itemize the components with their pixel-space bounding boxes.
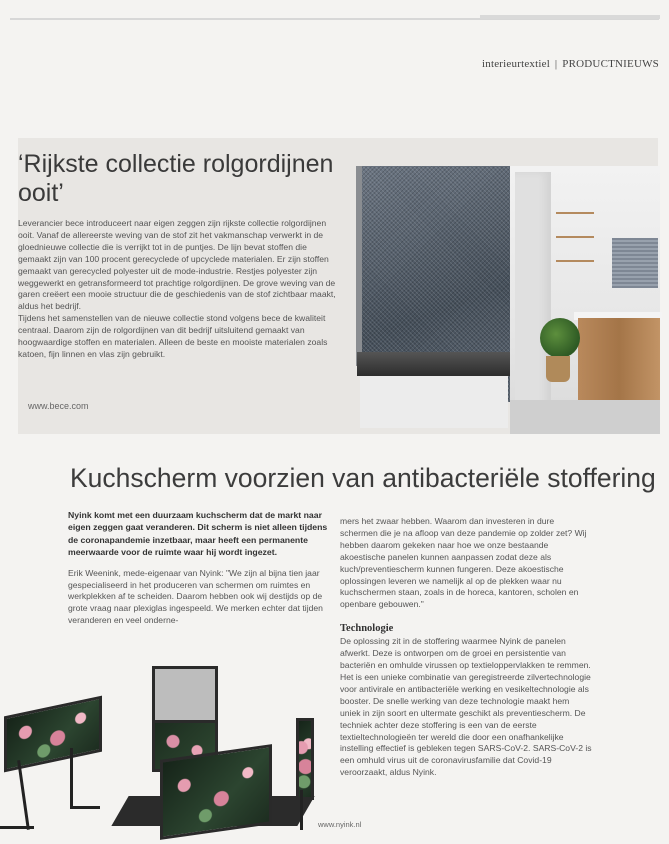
desk-screen-center	[160, 744, 272, 840]
article2-column-2	[340, 516, 592, 779]
blind-bottom-bar	[357, 352, 510, 376]
article2-title: Kuchscherm voorzien van antibacteriële stoffering	[70, 463, 656, 493]
technology-text: De oplossing zit in de stoffering waarmee Nyink de panelen afwerkt. Deze is ontworpen om de groei en persistentie van bacteriën en omhulde virussen op textieloppervlakken te remmen. Het is een unieke combinatie van geregistreerde zilvertechnologie voor antivirale en antibacteriële werking en vesikeltechnologie als booster. De snelle werking van deze technologie maakt hem uniek in zijn soort en ultermate geschikt als preventiescherm. De techniek achter deze stoffering is een van de eerste textieltechnologieën ter wereld die door een onafhankelijke instelling effectief is gebleken tegen SARS-CoV-2. SARS-CoV-2 is een omhuld virus uit de coronavirusfamilie dat Covid-19 veroorzaakt, aldus Nyink.	[340, 636, 592, 778]
article2-url: www.nyink.nl	[318, 820, 362, 829]
article1	[18, 150, 336, 361]
kitchen-shelf	[556, 260, 594, 262]
kitchen-floor	[510, 400, 660, 434]
window-frame	[356, 166, 362, 366]
table-foot	[70, 806, 100, 809]
technology-subheading: Technologie	[340, 623, 394, 635]
plant-pot	[546, 356, 570, 382]
desk-screen-right	[296, 718, 314, 800]
article1-url: www.bece.com	[28, 401, 89, 411]
top-rule	[10, 18, 659, 26]
article2-col1-text: Erik Weenink, mede-eigenaar van Nyink: "We zijn al bijna tien jaar gespecialiseerd in het produceren van schermen om ruimtes en werkplekken af te scheiden. Daarom hebben ook wij destijds op de grote vraag naar plexiglas ingespeeld. We merken echter dat tijden veranderen en veel onderne-	[68, 567, 323, 626]
page-header	[482, 58, 659, 70]
article2-col2-text: mers het zwaar hebben. Waarom dan investeren in dure schermen die je na afloop van deze pandemie op zolder zet? Wij hebben daarom gekeken naar hoe we onze bestaande akoestische panelen kunnen aanpassen zodat deze als kuch/preventiescherm kunnen fungeren. Deze akoestische oplossingen leveren we namelijk al op de plekken waar nu kuchschermen staan, zoals in de horeca, kantoren, scholen en openbare gebouwen."	[340, 516, 587, 610]
article2-column-1	[68, 509, 330, 627]
section-name: PRODUCTNIEUWS	[562, 58, 659, 70]
kitchen-shelf	[556, 236, 594, 238]
kitchen-shelf	[556, 212, 594, 214]
table-leg	[300, 790, 303, 830]
article1-title: ‘Rijkste collectie rolgordijnen ooit’	[18, 150, 334, 207]
kitchen-window-blind	[612, 238, 658, 288]
header-separator: |	[554, 58, 558, 70]
top-mark	[480, 15, 660, 19]
plant-icon	[540, 318, 580, 358]
table-leg	[17, 760, 30, 830]
article2-intro: Nyink komt met een duurzaam kuchscherm dat de markt naar eigen zeggen gaat veranderen. Dit scherm is niet alleen tijdens de coronapandemie inzetbaar, maar heeft een permanente meerwaarde voor de ruimte waar hij wordt ingezet.	[68, 510, 328, 558]
article1-paragraph-1: Leverancier bece introduceert naar eigen zeggen zijn rijkste collectie rolgordijnen ooit. Vanaf de allereerste weving van de stof zit het vakmanschap verwerkt in de gloednieuwe collectie die is verrijkt tot in de puntjes. De lijn bevat stoffen die gemaakt zijn van 100 procent gerecyclede of upcyclede materialen. Er zijn stoffen gemaakt van gerecycled polyester uit de mode-industrie. Restjes polyester zijn weggewerkt en getransformeerd tot prachtige rolgordijnen. De grove weving van de garen creëert een mooie structuur die de geschiedenis van de stof zichtbaar maakt, aldus het bedrijf.	[18, 218, 336, 312]
wall-area	[360, 376, 508, 428]
table-leg	[70, 748, 73, 808]
table-foot	[0, 826, 34, 829]
kitchen-island	[578, 318, 660, 400]
magazine-name: interieurtextiel	[482, 58, 550, 70]
article1-paragraph-2: Tijdens het samenstellen van de nieuwe collectie stond volgens bece de kwaliteit centraal. Daarom zijn de rolgordijnen van dit bedrijf uitsluitend gemaakt van hoogwaardige stoffen en materialen. Alleen de beste en mooiste materialen zoals katoen, fijn linnen en vlas zijn gebruikt.	[18, 313, 328, 359]
